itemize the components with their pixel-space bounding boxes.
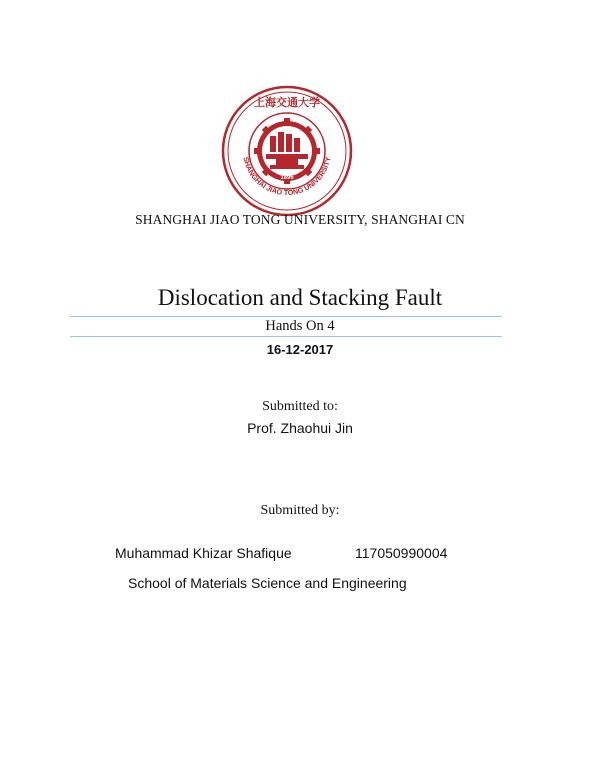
submitted-to-label: Submitted to: — [262, 399, 338, 414]
author-name: Muhammad Khizar Shafique — [115, 545, 292, 561]
submitted-to-name: Prof. Zhaohui Jin — [247, 420, 353, 436]
title-divider-bottom — [70, 336, 502, 337]
seal-top-text: 上海交通大学 — [254, 96, 320, 109]
submitted-by-label: Submitted by: — [260, 503, 340, 518]
report-subtitle: Hands On 4 — [265, 318, 335, 334]
title-divider-top — [70, 316, 502, 317]
seal-year: 1896 — [280, 175, 294, 181]
author-school: School of Materials Science and Engineering — [128, 575, 407, 591]
university-seal-logo — [220, 84, 354, 218]
seal-ring-textpath: SHANGHAI JIAO TONG UNIVERSITY — [241, 156, 333, 198]
university-name: SHANGHAI JIAO TONG UNIVERSITY, SHANGHAI CN — [135, 212, 465, 227]
author-student-id: 117050990004 — [355, 545, 448, 561]
report-title: Dislocation and Stacking Fault — [157, 285, 443, 310]
report-date: 16-12-2017 — [266, 342, 334, 357]
